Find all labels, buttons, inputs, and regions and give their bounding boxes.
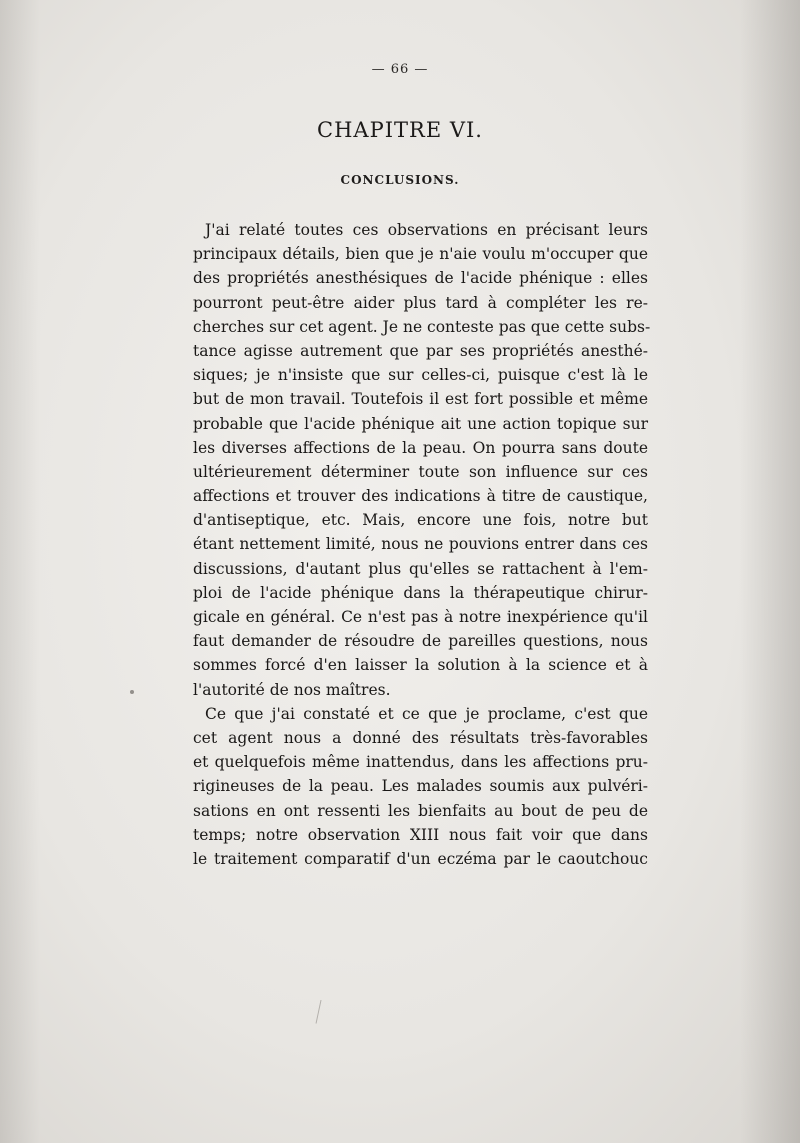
text-line: Ce que j'ai constaté et ce que je proclame, c'est que [205,704,648,723]
text-line: ploi de l'acide phénique dans la thérapeutique chirur- [193,583,648,602]
text-line: rigineuses de la peau. Les malades soumis aux pulvéri- [193,777,648,796]
section-title: CONCLUSIONS. [340,173,460,187]
text-line: d'antiseptique, etc. Mais, encore une fois, notre but [193,511,648,530]
text-line: faut demander de résoudre de pareilles questions, nous [193,632,648,651]
text-line: temps; notre observation XIII nous fait voir que dans [193,825,648,844]
text-line: siques; je n'insiste que sur celles-ci, puisque c'est là le [193,366,648,385]
text-line: le traitement comparatif d'un eczéma par le caoutchouc [193,849,648,868]
page-edge-shadow-left [0,0,40,1143]
text-line: cherches sur cet agent. Je ne conteste pas que cette subs- [193,317,651,336]
text-line: sommes forcé d'en laisser la solution à la science et à [193,656,648,675]
text-line: principaux détails, bien que je n'aie voulu m'occuper que [193,245,648,264]
chapter-title: CHAPITRE VI. [317,118,483,142]
text-line: et quelquefois même inattendus, dans les affections pru- [193,753,648,772]
text-line: tance agisse autrement que par ses propriétés anesthé- [193,341,648,360]
page-edge-shadow-right [740,0,800,1143]
text-line: des propriétés anesthésiques de l'acide phénique : elles [193,269,648,288]
body-text [193,218,651,871]
text-line: cet agent nous a donné des résultats très-favorables [193,728,648,747]
text-line: étant nettement limité, nous ne pouvions entrer dans ces [193,535,648,554]
stray-dot-mark [130,690,134,694]
text-line: affections et trouver des indications à titre de caustique, [193,487,648,506]
text-line: discussions, d'autant plus qu'elles se rattachent à l'em- [193,559,648,578]
text-line: probable que l'acide phénique ait une action topique sur [193,414,648,433]
text-line: pourront peut-être aider plus tard à compléter les re- [193,293,648,312]
text-line: J'ai relaté toutes ces observations en précisant leurs [205,221,648,239]
text-line: les diverses affections de la peau. On pourra sans doute [193,438,648,457]
text-line: but de mon travail. Toutefois il est fort possible et même [193,390,648,409]
text-line: sations en ont ressenti les bienfaits au bout de peu de [193,801,648,820]
text-line: gicale en général. Ce n'est pas à notre inexpérience qu'il [193,608,648,626]
page-number: — 66 — [371,62,429,77]
stray-pen-mark [316,1000,324,1024]
text-line: ultérieurement déterminer toute son influence sur ces [193,462,648,481]
text-line: l'autorité de nos maîtres. [193,680,391,699]
